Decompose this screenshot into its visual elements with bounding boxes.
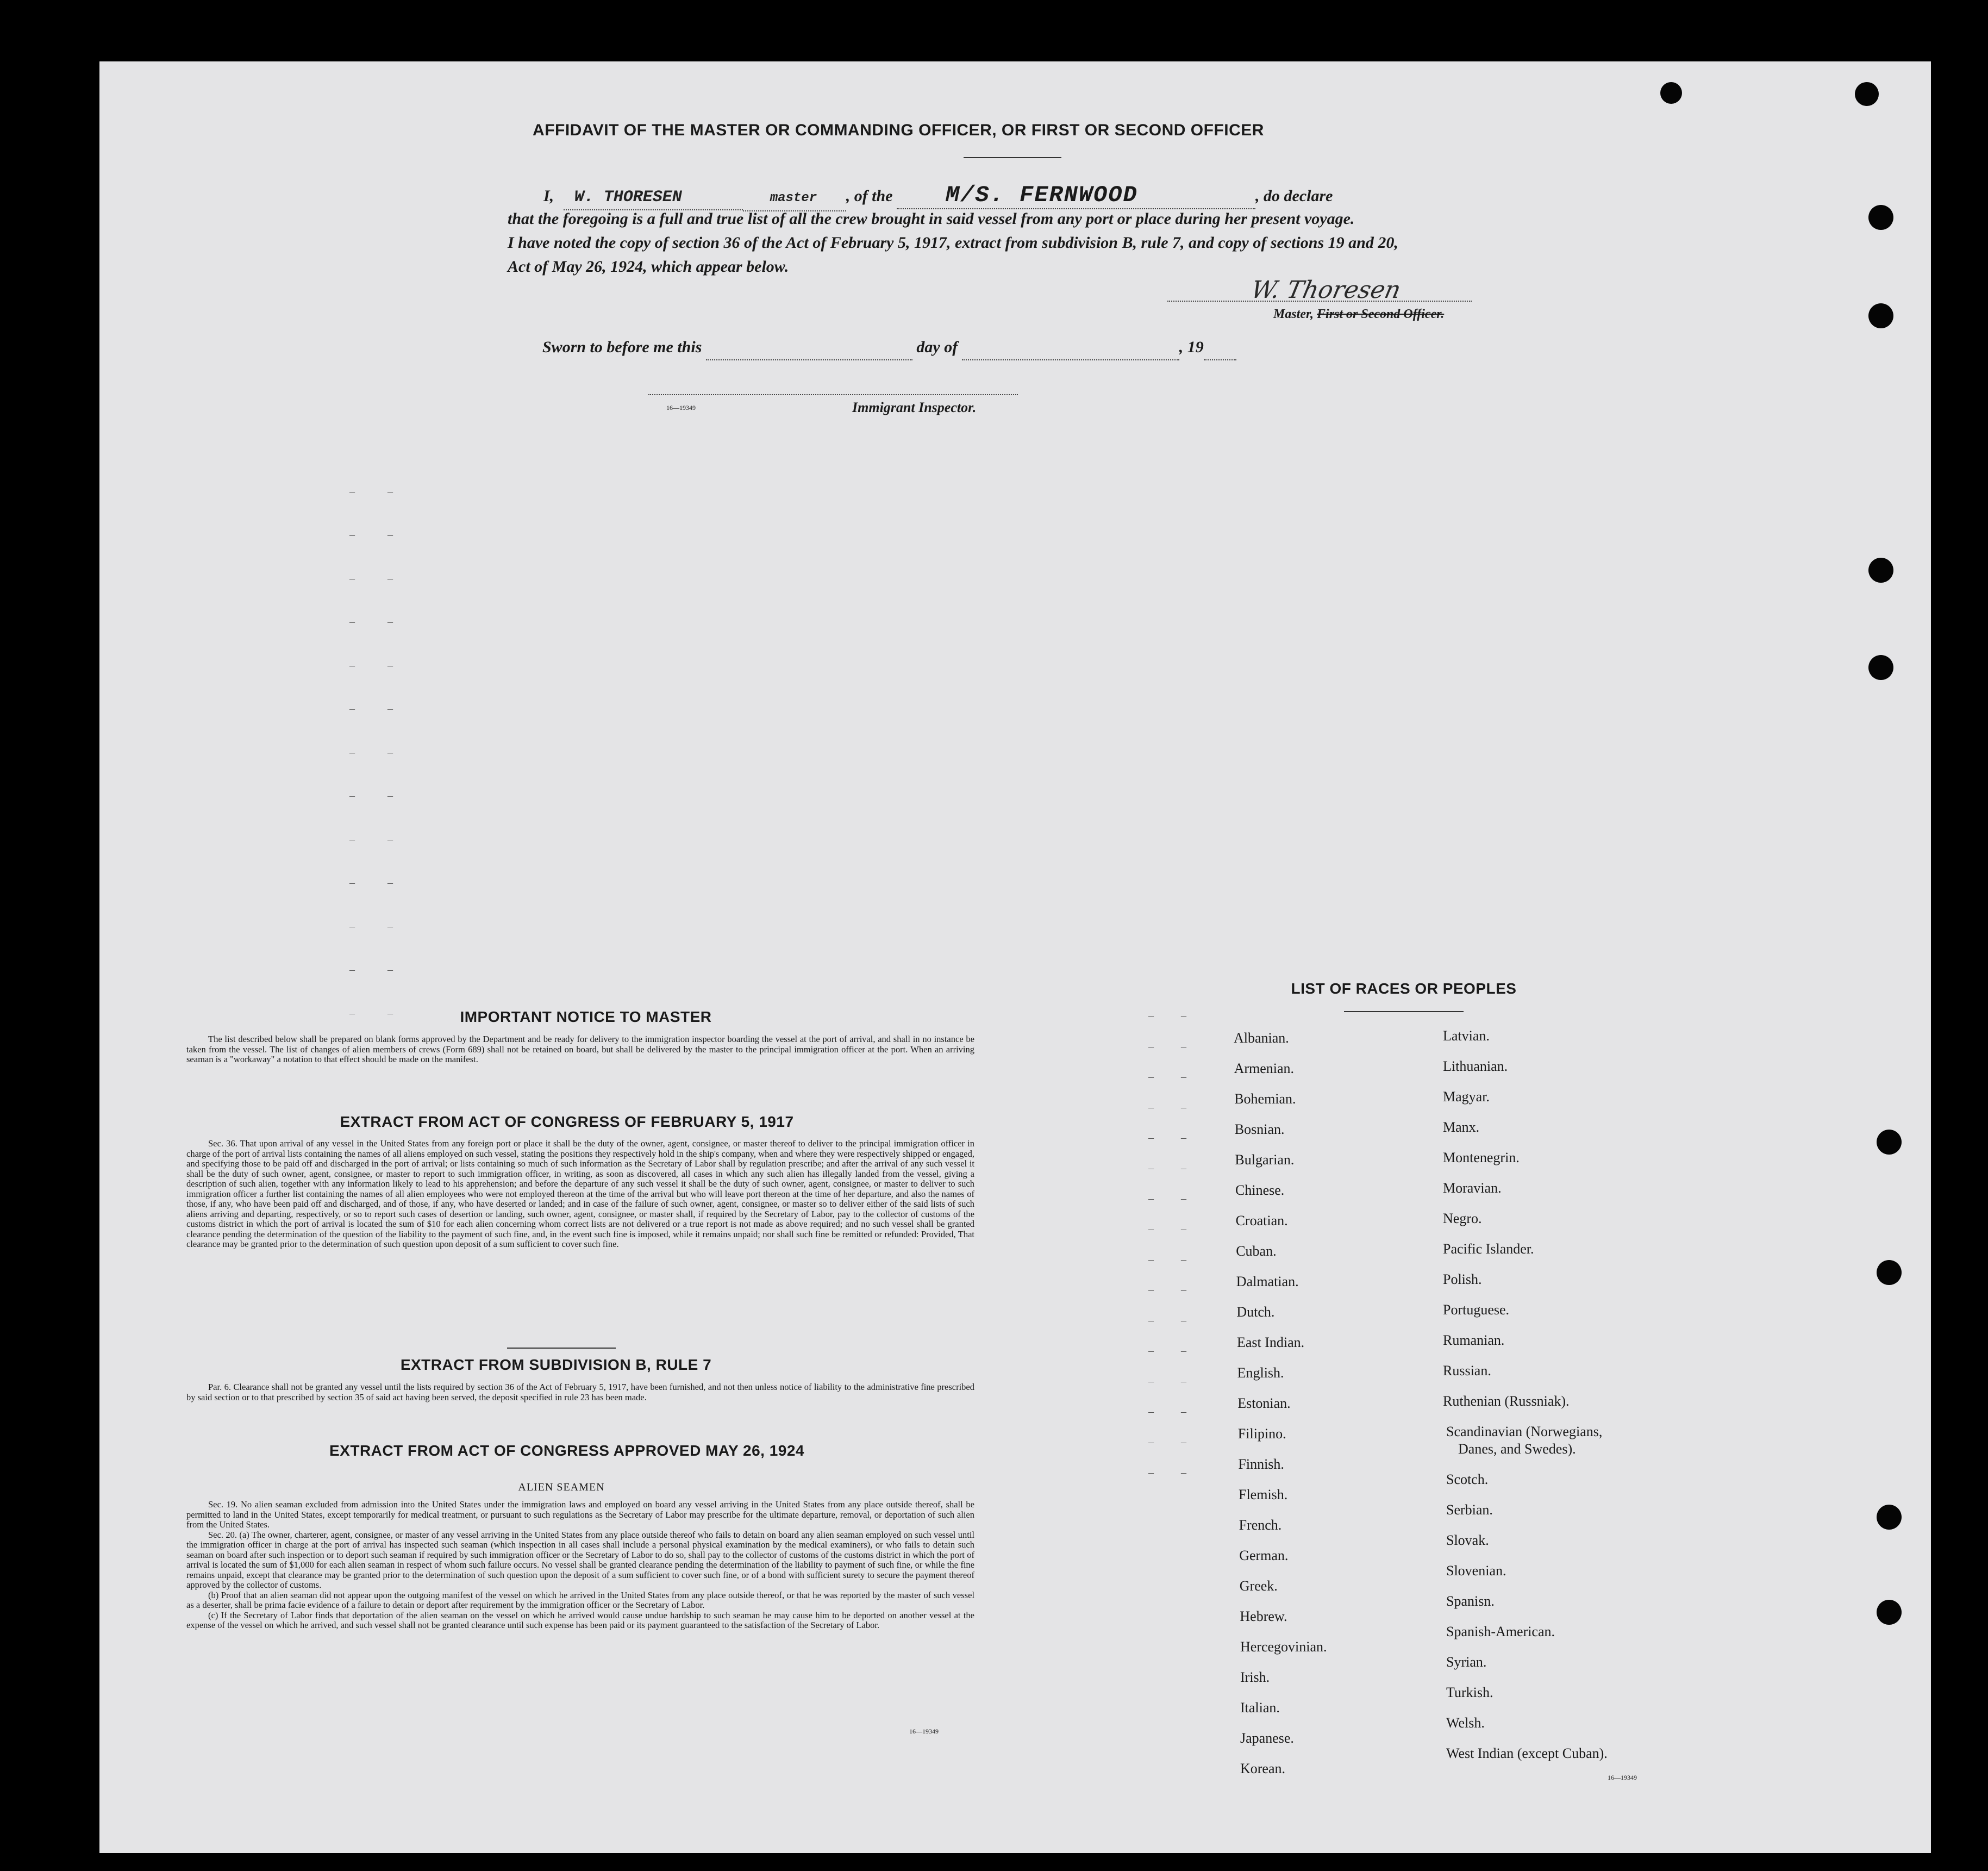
- sworn-date-field: [706, 335, 912, 360]
- notice-text: [186, 1034, 974, 1065]
- dash-mark: –: [349, 964, 355, 976]
- dash-mark: –: [349, 529, 355, 541]
- pronoun: I,: [543, 187, 554, 205]
- dash-mark: –: [1181, 1101, 1186, 1113]
- dash-mark: –: [387, 833, 393, 845]
- race-item: Hercegovinian.: [1240, 1639, 1327, 1655]
- dash-mark: –: [387, 746, 393, 758]
- name-field: [564, 184, 743, 210]
- punch-hole: [1868, 558, 1893, 583]
- race-item: Cuban.: [1236, 1243, 1277, 1259]
- form-number-top: 16—19349: [666, 404, 696, 411]
- race-item: Ruthenian (Russniak).: [1443, 1393, 1570, 1409]
- race-item: Dalmatian.: [1236, 1274, 1299, 1289]
- dash-mark: –: [1148, 1223, 1154, 1235]
- dash-mark: –: [387, 920, 393, 932]
- vessel-field: [897, 183, 1255, 209]
- dash-mark: –: [1148, 1253, 1154, 1265]
- dash-mark: –: [1148, 1101, 1154, 1113]
- caption-struck: First or Second Officer.: [1317, 307, 1445, 321]
- race-item: Estonian.: [1237, 1395, 1291, 1411]
- dash-mark: –: [1181, 1223, 1186, 1235]
- race-item: Rumanian.: [1443, 1332, 1505, 1348]
- affidavit-title: AFFIDAVIT OF THE MASTER OR COMMANDING OFFICER, OR FIRST OR SECOND OFFICER: [533, 121, 1264, 139]
- races-divider: [1344, 1011, 1464, 1012]
- dash-mark: –: [1148, 1467, 1154, 1479]
- caption-master: Master,: [1273, 307, 1314, 321]
- punch-hole: [1868, 303, 1893, 328]
- dash-mark: –: [387, 703, 393, 715]
- sworn-label: Sworn to before me this: [542, 338, 702, 356]
- dash-mark: –: [349, 1007, 355, 1019]
- notice-title: IMPORTANT NOTICE TO MASTER: [460, 1008, 712, 1025]
- sworn-year-label: , 19: [1179, 338, 1204, 356]
- dash-mark: –: [349, 485, 355, 497]
- race-item: Danes, and Swedes).: [1458, 1441, 1576, 1457]
- race-item: Bosnian.: [1234, 1121, 1285, 1137]
- extract-1924-text: [186, 1500, 974, 1631]
- race-item: Hebrew.: [1240, 1608, 1287, 1624]
- punch-hole: [1877, 1260, 1902, 1285]
- race-item: Armenian.: [1234, 1061, 1295, 1076]
- dash-mark: –: [1148, 1345, 1154, 1357]
- form-number-bottom: 16—19349: [909, 1727, 939, 1735]
- race-item: Russian.: [1443, 1363, 1491, 1379]
- declare-label: , do declare: [1255, 187, 1333, 205]
- race-item: Montenegrin.: [1443, 1150, 1520, 1165]
- sworn-line: [542, 335, 1236, 360]
- dash-mark: –: [387, 964, 393, 976]
- race-item: Lithuanian.: [1443, 1058, 1508, 1074]
- dash-mark: –: [387, 659, 393, 671]
- dash-mark: –: [349, 659, 355, 671]
- paragraph-6: Par. 6. Clearance shall not be granted any vessel until the lists required by section 36 of the Act of February 5, 1917, have been furnished, and not then unless notice of liability to the administrative fine prescribed by said section or to that prescribed by section 35 of said act having been served, the deposit specified in rule 23 has been made.: [186, 1382, 974, 1402]
- race-item: Negro.: [1443, 1211, 1482, 1226]
- section-divider: [507, 1348, 616, 1349]
- dash-mark: –: [387, 790, 393, 802]
- race-item: Japanese.: [1240, 1730, 1294, 1746]
- race-item: Latvian.: [1443, 1028, 1490, 1044]
- notice-paragraph: The list described below shall be prepared on blank forms approved by the Department and be ready for delivery to the immigration inspector boarding the vessel at the port of arrival, and shall in no instance be taken from the vessel. The list of changes of alien members of crews (Form 689) shall not be retained on board, but shall be delivered by the master to the principal immigration officer at the port. When an arriving seaman is a "workaway" a notation to that effect should be made on the manifest.: [186, 1034, 974, 1064]
- dash-mark: –: [1148, 1010, 1154, 1022]
- race-item: French.: [1239, 1517, 1282, 1533]
- dash-mark: –: [1181, 1436, 1186, 1448]
- rank: master: [770, 191, 817, 205]
- vessel-name: M/S. FERNWOOD: [946, 182, 1138, 208]
- race-item: Finnish.: [1238, 1456, 1284, 1472]
- punch-hole: [1877, 1600, 1902, 1625]
- race-item: Irish.: [1240, 1669, 1270, 1685]
- master-name: W. THORESEN: [574, 188, 682, 207]
- dash-mark: –: [1181, 1132, 1186, 1144]
- signature-caption: [1273, 307, 1444, 322]
- dash-mark: –: [349, 572, 355, 584]
- punch-hole: [1868, 205, 1893, 230]
- dash-mark: –: [1181, 1162, 1186, 1174]
- dash-mark: –: [387, 877, 393, 889]
- section-20c: (c) If the Secretary of Labor finds that deportation of the alien seaman on the vessel on which he arrived would cause undue hardship to such seaman he may cause him to be deported on another vessel at the expense of the vessel on which he arrived, and such vessel shall not be granted clearance until such expense has been paid or its payment guaranteed to the satisfaction of the Secretary of Labor.: [186, 1610, 974, 1630]
- section-20b: (b) Proof that an alien seaman did not appear upon the outgoing manifest of the vessel on which he arrived in the United States from any place outside thereof, or that he was reported by the master of such vessel as a deserter, shall be prima facie evidence of a failure to detain or deport after requirement by the immigration officer or the Secretary of Labor.: [186, 1589, 974, 1610]
- race-item: Albanian.: [1234, 1030, 1289, 1046]
- dash-mark: –: [1148, 1071, 1154, 1083]
- dash-mark: –: [349, 790, 355, 802]
- dash-mark: –: [349, 833, 355, 845]
- section-36: Sec. 36. That upon arrival of any vessel in the United States from any foreign port or place it shall be the duty of the owner, agent, consignee, or master thereof to deliver to the principal immigration officer in charge of the port of arrival lists containing the names of all aliens employed on such vessel, stating the positions they respectively hold in the ship's company, when and where they were respectively shipped or engaged, and specifying those to be paid off and discharged in the port of arrival; or lists containing so much of such information as the Secretary of Labor shall by regulation prescribe; and after the arrival of any such vessel it shall be the duty of such owner, agent, consignee, or master to report to such immigration officer, in writing, as soon as discovered, all cases in which any such alien has illegally landed from the vessel, giving a description of such alien, together with any information likely to lead to his apprehension; and before the departure of any such vessel it shall be the duty of such owner, agent, consignee, or master to deliver to such immigration officer a further list containing the names of all alien employees who were not employed thereon at the time of the arrival but who will leave port thereon at the time of her departure, and also the names of those, if any, who have been paid off and discharged, and of those, if any, who have deserted or landed; and in case of the failure of such owner, agent, consignee, or master so to deliver either of the said lists of such aliens arriving and departing, respectively, or so to report such cases of desertion or landing, such owner, agent, consignee, or master shall, if required by the Secretary of Labor, pay to the collector of customs of the customs district in which the port of arrival is located the sum of $10 for each alien concerning whom correct lists are not delivered or a true report is not made as above required; and no such vessel shall be granted clearance pending the determination of the question of the liability to the payment of such fine, and, in the event such fine is imposed, while it remains unpaid; nor shall such fine be remitted or refunded: Provided, That clearance may be granted prior to the determination of such question upon deposit of a sum sufficient to cover such fine.: [186, 1138, 974, 1249]
- dash-mark: –: [349, 877, 355, 889]
- section-19: Sec. 19. No alien seaman excluded from admission into the United States under the immigration laws and employed on board any vessel arriving in the United States from any place outside thereof, shall be permitted to land in the United States, except temporarily for medical treatment, or pursuant to such regulations as the Secretary of Labor may prescribe for the ultimate departure, removal, or deportation of such alien from the United States.: [186, 1499, 974, 1530]
- punch-hole: [1868, 655, 1893, 680]
- title-divider: [964, 157, 1061, 158]
- race-item: English.: [1237, 1365, 1284, 1381]
- dash-mark: –: [1148, 1375, 1154, 1387]
- dash-mark: –: [1148, 1284, 1154, 1296]
- punch-hole: [1877, 1130, 1902, 1155]
- race-item: Manx.: [1443, 1119, 1480, 1135]
- race-item: Filipino.: [1237, 1426, 1286, 1442]
- race-item: Polish.: [1443, 1271, 1482, 1287]
- sworn-day-label: day of: [916, 338, 958, 356]
- dash-mark: –: [1181, 1040, 1186, 1052]
- race-item: West Indian (except Cuban).: [1446, 1745, 1608, 1761]
- race-item: Greek.: [1239, 1578, 1278, 1594]
- affidavit-line-2: that the foregoing is a full and true list of all the crew brought in said vessel from any port or place during her present voyage.: [508, 210, 1355, 228]
- dash-mark: –: [1181, 1314, 1186, 1326]
- race-item: Flemish.: [1239, 1487, 1288, 1502]
- race-item: Croatian.: [1235, 1213, 1288, 1228]
- dash-mark: –: [387, 572, 393, 584]
- dash-mark: –: [1148, 1314, 1154, 1326]
- dash-mark: –: [1148, 1406, 1154, 1418]
- subdivision-b-text: [186, 1382, 974, 1402]
- races-title: LIST OF RACES OR PEOPLES: [1291, 980, 1517, 997]
- race-item: Scotch.: [1446, 1471, 1489, 1487]
- race-item: Portuguese.: [1443, 1302, 1510, 1318]
- inspector-line: [648, 394, 1018, 395]
- race-item: Spanisn.: [1446, 1593, 1495, 1609]
- extract-1917-text: [186, 1139, 974, 1250]
- race-item: Syrian.: [1446, 1654, 1487, 1670]
- race-item: Dutch.: [1236, 1304, 1275, 1320]
- punch-hole: [1855, 82, 1879, 106]
- dash-mark: –: [1181, 1345, 1186, 1357]
- race-item: Turkish.: [1446, 1685, 1493, 1700]
- sworn-year-field: [1204, 335, 1236, 360]
- race-item: Moravian.: [1443, 1180, 1502, 1196]
- form-sheet: [99, 61, 1931, 1853]
- race-item: Spanish-American.: [1446, 1624, 1555, 1639]
- dash-mark: –: [1181, 1375, 1186, 1387]
- signature: W. Thoresen: [1248, 276, 1404, 304]
- alien-seamen-subtitle: ALIEN SEAMEN: [518, 1481, 605, 1493]
- race-item: Chinese.: [1235, 1182, 1285, 1198]
- of-the-label: , of the: [846, 187, 893, 205]
- dash-mark: –: [1181, 1010, 1186, 1022]
- dash-mark: –: [387, 485, 393, 497]
- dash-mark: –: [1148, 1436, 1154, 1448]
- dash-mark: –: [1181, 1406, 1186, 1418]
- race-item: East Indian.: [1237, 1334, 1305, 1350]
- dash-mark: –: [1181, 1284, 1186, 1296]
- race-item: Serbian.: [1446, 1502, 1493, 1518]
- dash-mark: –: [1148, 1193, 1154, 1205]
- race-item: Scandinavian (Norwegians,: [1446, 1424, 1603, 1439]
- dash-mark: –: [1181, 1253, 1186, 1265]
- dash-mark: –: [1148, 1162, 1154, 1174]
- subdivision-b-title: EXTRACT FROM SUBDIVISION B, RULE 7: [400, 1356, 712, 1373]
- race-item: Italian.: [1240, 1700, 1280, 1716]
- extract-1924-title: EXTRACT FROM ACT OF CONGRESS APPROVED MAY 26, 1924: [329, 1442, 804, 1459]
- race-item: Korean.: [1240, 1761, 1286, 1776]
- extract-1917-title: EXTRACT FROM ACT OF CONGRESS OF FEBRUARY 5, 1917: [340, 1113, 794, 1130]
- race-item: Bulgarian.: [1235, 1152, 1295, 1168]
- dash-mark: –: [349, 703, 355, 715]
- dash-mark: –: [1148, 1040, 1154, 1052]
- affidavit-line-3: I have noted the copy of section 36 of the Act of February 5, 1917, extract from subdivision B, rule 7, and copy of sections 19 and 20,: [508, 234, 1398, 252]
- sworn-month-field: [962, 335, 1179, 360]
- affidavit-line-4: Act of May 26, 1924, which appear below.: [508, 258, 789, 276]
- dash-mark: –: [387, 1007, 393, 1019]
- race-item: Slovak.: [1446, 1532, 1489, 1548]
- dash-mark: –: [1181, 1467, 1186, 1479]
- dash-mark: –: [1181, 1071, 1186, 1083]
- punch-hole: [1877, 1505, 1902, 1530]
- dash-mark: –: [349, 616, 355, 628]
- dash-mark: –: [1181, 1193, 1186, 1205]
- race-item: Pacific Islander.: [1443, 1241, 1534, 1257]
- race-item: Magyar.: [1443, 1089, 1490, 1105]
- dash-mark: –: [387, 529, 393, 541]
- punch-hole: [1660, 82, 1682, 104]
- race-item: Welsh.: [1446, 1715, 1485, 1731]
- dash-mark: –: [387, 616, 393, 628]
- dash-mark: –: [349, 920, 355, 932]
- race-item: Slovenian.: [1446, 1563, 1506, 1579]
- dash-mark: –: [1148, 1132, 1154, 1144]
- race-item: German.: [1239, 1548, 1289, 1563]
- form-number-races: 16—19349: [1608, 1774, 1637, 1781]
- section-20a: Sec. 20. (a) The owner, charterer, agent, consignee, or master of any vessel arriving in the United States from any place outside thereof who fails to detain on board any alien seaman employed on such vessel until the immigration officer in charge at the port of arrival has inspected such seaman (which inspection in all cases shall include a personal physical examination by the medical examiners), or who fails to detain such seaman on board after such inspection or to deport such seaman if required by such immigration officer or the Secretary of Labor to do so, shall pay to the collector of customs of the customs district in which the port of arrival is located the sum of $1,000 for each alien seaman in respect of whom such failure occurs. No vessel shall be granted clearance pending the determination of the liability to payment of such fine, or while the fine remains unpaid, except that clearance may be granted prior to the determination of such question upon the deposit of a sum sufficient to cover such fine, or of a bond with sufficient surety to secure the payment thereof approved by the collector of customs.: [186, 1529, 974, 1590]
- dash-mark: –: [349, 746, 355, 758]
- race-item: Bohemian.: [1234, 1091, 1296, 1107]
- inspector-label: Immigrant Inspector.: [852, 400, 977, 415]
